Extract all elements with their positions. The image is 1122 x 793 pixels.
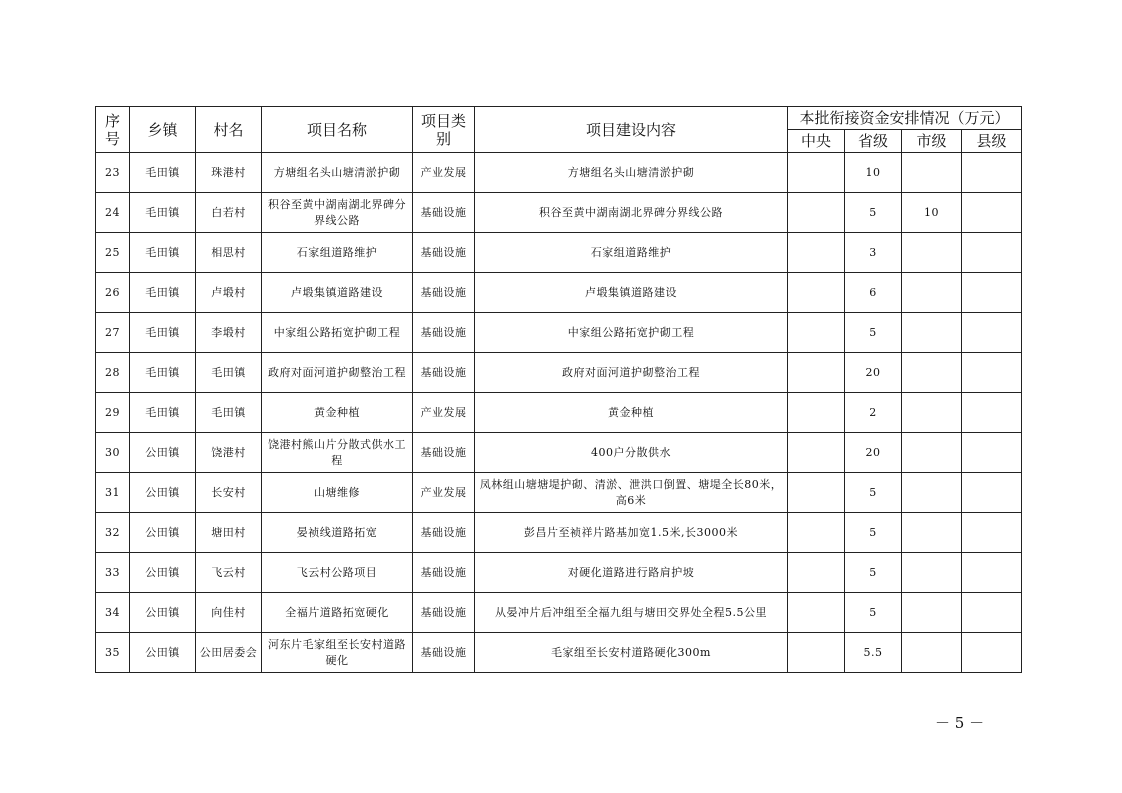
cell-no: 30 [96, 433, 130, 473]
table-row [96, 313, 1022, 353]
cell-provincial: 3 [845, 233, 902, 273]
cell-no: 32 [96, 513, 130, 553]
cell-town: 毛田镇 [130, 353, 196, 393]
cell-content: 政府对面河道护砌整治工程 [475, 353, 788, 393]
cell-content: 积谷至黄中湖南湖北界碑分界线公路 [475, 193, 788, 233]
table-row [96, 153, 1022, 193]
cell-category: 基础设施 [413, 433, 475, 473]
cell-content: 凤林组山塘塘堤护砌、清淤、泄洪口倒置、塘堤全长80米，高6米 [475, 473, 788, 513]
cell-county [962, 193, 1022, 233]
table-header [96, 107, 1022, 153]
table-row [96, 433, 1022, 473]
header-project-name: 项目名称 [262, 107, 413, 153]
table-row [96, 273, 1022, 313]
cell-project-name: 飞云村公路项目 [262, 553, 413, 593]
cell-provincial: 5 [845, 513, 902, 553]
page-number: － 5 － [935, 714, 985, 732]
cell-provincial: 5 [845, 313, 902, 353]
cell-county [962, 313, 1022, 353]
cell-county [962, 633, 1022, 673]
cell-provincial: 5 [845, 553, 902, 593]
cell-content: 中家组公路拓宽护砌工程 [475, 313, 788, 353]
table-row [96, 513, 1022, 553]
cell-municipal [902, 273, 962, 313]
cell-no: 33 [96, 553, 130, 593]
header-content: 项目建设内容 [475, 107, 788, 153]
cell-provincial: 5.5 [845, 633, 902, 673]
cell-county [962, 513, 1022, 553]
cell-central [788, 473, 845, 513]
cell-project-name: 晏祯线道路拓宽 [262, 513, 413, 553]
cell-content: 彭昌片至祯祥片路基加宽1.5米,长3000米 [475, 513, 788, 553]
cell-town: 公田镇 [130, 633, 196, 673]
cell-project-name: 中家组公路拓宽护砌工程 [262, 313, 413, 353]
cell-county [962, 553, 1022, 593]
cell-project-name: 卢塅集镇道路建设 [262, 273, 413, 313]
cell-municipal [902, 553, 962, 593]
header-village: 村名 [196, 107, 262, 153]
table-row [96, 593, 1022, 633]
cell-central [788, 593, 845, 633]
cell-municipal [902, 473, 962, 513]
cell-content: 400户分散供水 [475, 433, 788, 473]
cell-project-name: 积谷至黄中湖南湖北界碑分界线公路 [262, 193, 413, 233]
cell-content: 从晏冲片后冲组至全福九组与塘田交界处全程5.5公里 [475, 593, 788, 633]
cell-no: 28 [96, 353, 130, 393]
cell-municipal [902, 633, 962, 673]
header-no: 序号 [96, 107, 130, 153]
header-central: 中央 [788, 130, 845, 153]
cell-no: 24 [96, 193, 130, 233]
cell-no: 23 [96, 153, 130, 193]
cell-project-name: 黄金种植 [262, 393, 413, 433]
cell-village: 毛田镇 [196, 353, 262, 393]
cell-municipal: 10 [902, 193, 962, 233]
header-town: 乡镇 [130, 107, 196, 153]
cell-no: 25 [96, 233, 130, 273]
cell-content: 对硬化道路进行路肩护坡 [475, 553, 788, 593]
cell-county [962, 273, 1022, 313]
cell-provincial: 20 [845, 353, 902, 393]
cell-town: 公田镇 [130, 593, 196, 633]
cell-village: 塘田村 [196, 513, 262, 553]
cell-category: 基础设施 [413, 633, 475, 673]
cell-project-name: 方塘组名头山塘清淤护砌 [262, 153, 413, 193]
cell-municipal [902, 433, 962, 473]
cell-village: 向佳村 [196, 593, 262, 633]
cell-village: 白若村 [196, 193, 262, 233]
cell-category: 基础设施 [413, 193, 475, 233]
header-funds-group: 本批衔接资金安排情况（万元） [788, 107, 1022, 130]
cell-project-name: 山塘维修 [262, 473, 413, 513]
cell-content: 方塘组名头山塘清淤护砌 [475, 153, 788, 193]
table-row [96, 553, 1022, 593]
cell-project-name: 政府对面河道护砌整治工程 [262, 353, 413, 393]
cell-central [788, 153, 845, 193]
cell-category: 产业发展 [413, 393, 475, 433]
cell-provincial: 5 [845, 193, 902, 233]
cell-municipal [902, 513, 962, 553]
funds-table [95, 106, 1022, 673]
cell-no: 31 [96, 473, 130, 513]
cell-village: 长安村 [196, 473, 262, 513]
cell-municipal [902, 353, 962, 393]
cell-provincial: 5 [845, 473, 902, 513]
cell-category: 基础设施 [413, 273, 475, 313]
table-row [96, 353, 1022, 393]
cell-category: 基础设施 [413, 513, 475, 553]
cell-no: 35 [96, 633, 130, 673]
cell-village: 珠港村 [196, 153, 262, 193]
cell-category: 基础设施 [413, 353, 475, 393]
cell-county [962, 433, 1022, 473]
header-provincial: 省级 [845, 130, 902, 153]
cell-central [788, 193, 845, 233]
table-row [96, 393, 1022, 433]
cell-town: 毛田镇 [130, 393, 196, 433]
cell-central [788, 233, 845, 273]
cell-central [788, 393, 845, 433]
cell-project-name: 石家组道路维护 [262, 233, 413, 273]
cell-village: 卢塅村 [196, 273, 262, 313]
cell-central [788, 313, 845, 353]
cell-central [788, 353, 845, 393]
cell-category: 基础设施 [413, 233, 475, 273]
cell-town: 公田镇 [130, 553, 196, 593]
cell-county [962, 353, 1022, 393]
cell-municipal [902, 153, 962, 193]
header-municipal: 市级 [902, 130, 962, 153]
cell-village: 李塅村 [196, 313, 262, 353]
cell-municipal [902, 593, 962, 633]
cell-provincial: 2 [845, 393, 902, 433]
cell-village: 公田居委会 [196, 633, 262, 673]
cell-content: 黄金种植 [475, 393, 788, 433]
cell-municipal [902, 233, 962, 273]
cell-town: 公田镇 [130, 513, 196, 553]
table-row [96, 233, 1022, 273]
cell-town: 公田镇 [130, 433, 196, 473]
cell-county [962, 593, 1022, 633]
cell-village: 饶港村 [196, 433, 262, 473]
cell-village: 飞云村 [196, 553, 262, 593]
cell-village: 相思村 [196, 233, 262, 273]
cell-central [788, 513, 845, 553]
cell-category: 基础设施 [413, 313, 475, 353]
header-category: 项目类别 [413, 107, 475, 153]
cell-provincial: 5 [845, 593, 902, 633]
cell-municipal [902, 313, 962, 353]
cell-central [788, 553, 845, 593]
cell-no: 34 [96, 593, 130, 633]
cell-town: 毛田镇 [130, 153, 196, 193]
cell-central [788, 633, 845, 673]
table-row [96, 193, 1022, 233]
cell-town: 毛田镇 [130, 273, 196, 313]
cell-content: 卢塅集镇道路建设 [475, 273, 788, 313]
cell-county [962, 473, 1022, 513]
cell-county [962, 233, 1022, 273]
cell-content: 毛家组至长安村道路硬化300m [475, 633, 788, 673]
cell-town: 毛田镇 [130, 233, 196, 273]
cell-no: 27 [96, 313, 130, 353]
cell-county [962, 393, 1022, 433]
cell-county [962, 153, 1022, 193]
cell-town: 毛田镇 [130, 313, 196, 353]
header-county: 县级 [962, 130, 1022, 153]
cell-provincial: 10 [845, 153, 902, 193]
cell-central [788, 273, 845, 313]
cell-municipal [902, 393, 962, 433]
cell-town: 毛田镇 [130, 193, 196, 233]
cell-category: 产业发展 [413, 153, 475, 193]
cell-project-name: 全福片道路拓宽硬化 [262, 593, 413, 633]
table-row [96, 473, 1022, 513]
table-body [96, 153, 1022, 673]
cell-content: 石家组道路维护 [475, 233, 788, 273]
cell-central [788, 433, 845, 473]
cell-project-name: 河东片毛家组至长安村道路硬化 [262, 633, 413, 673]
cell-provincial: 6 [845, 273, 902, 313]
cell-no: 29 [96, 393, 130, 433]
cell-village: 毛田镇 [196, 393, 262, 433]
cell-category: 基础设施 [413, 593, 475, 633]
cell-category: 基础设施 [413, 553, 475, 593]
cell-no: 26 [96, 273, 130, 313]
cell-project-name: 饶港村熊山片分散式供水工程 [262, 433, 413, 473]
cell-town: 公田镇 [130, 473, 196, 513]
cell-category: 产业发展 [413, 473, 475, 513]
cell-provincial: 20 [845, 433, 902, 473]
table-row [96, 633, 1022, 673]
